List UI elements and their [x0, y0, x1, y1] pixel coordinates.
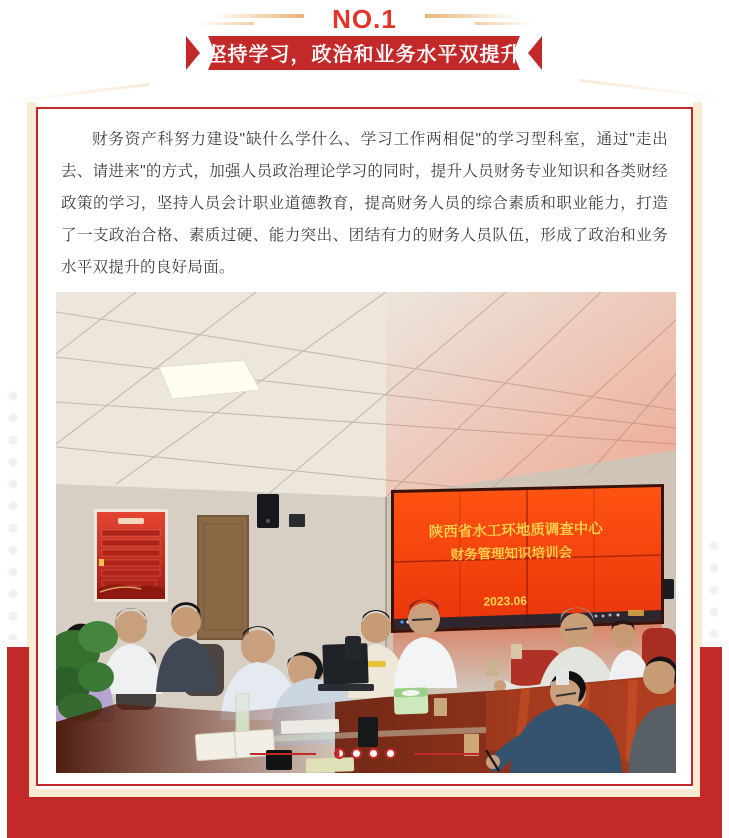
screen-title-line1: 陕西省水工环地质调查中心 — [428, 521, 603, 541]
section-title: 坚持学习，政治和业务水平双提升 — [206, 44, 522, 66]
section-number: NO.1 — [332, 4, 397, 34]
divider-line-left — [250, 753, 316, 755]
speaker-detail — [266, 519, 270, 523]
wall-codec — [289, 514, 305, 527]
wall-poster — [94, 509, 168, 602]
divider-dot — [385, 748, 396, 759]
decor-diagonal-right — [579, 79, 728, 100]
halftone-pattern-left — [2, 385, 26, 640]
halftone-pattern-right — [703, 535, 727, 643]
section-header — [0, 0, 729, 34]
meeting-photo[interactable] — [56, 292, 676, 773]
door — [198, 516, 248, 639]
screen-date: 2023.06 — [483, 593, 528, 609]
decor-diagonal-left — [0, 83, 149, 104]
screen-title-line2: 财务管理知识培训会 — [450, 544, 573, 563]
divider-dot — [368, 748, 379, 759]
frame-band-bottom — [7, 797, 722, 838]
ribbon-tip-left — [186, 36, 200, 70]
ribbon-tip-right — [528, 36, 542, 70]
divider-line-right — [414, 753, 480, 755]
dots-divider — [38, 748, 691, 759]
divider-dot — [351, 748, 362, 759]
frame-cream-stripe-bottom — [29, 789, 700, 797]
section-title-ribbon — [184, 36, 544, 70]
article-paragraph: 财务资产科努力建设"缺什么学什么、学习工作两相促"的学习型科室，通过"走出去、请进来"的方式，加强人员政治理论学习的同时，提升人员财务专业知识和各类财经政策的学习，坚持人员会计职业道德教育，提高财务人员的综合素质和职业能力，打造了一支政治合格、素质过硬、能力突出、团结有力的财务人员队伍，形成了政治和业务水平双提升的良好局面。 — [61, 131, 668, 276]
content-frame — [36, 107, 693, 786]
divider-dot-filled — [334, 748, 345, 759]
